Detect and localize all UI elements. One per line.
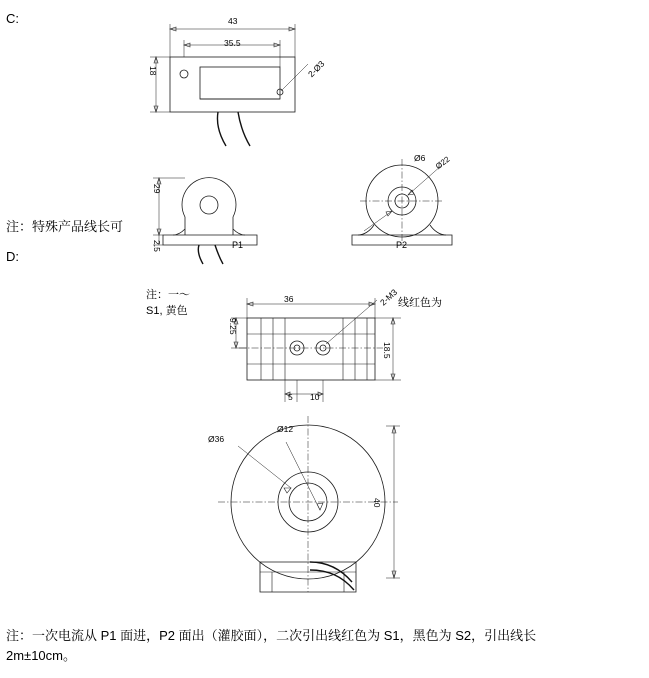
leader-c-top-hole: 2-Ø3	[306, 58, 327, 80]
view-d-note-top-right: 线红色为	[398, 297, 442, 309]
dim-c-front-base: 2.5	[152, 240, 162, 252]
label-face-p2: P2	[396, 240, 408, 250]
section-c-label: C:	[6, 11, 19, 26]
view-d-round-drawing	[190, 410, 450, 610]
dim-c-top-inner-width: 35.5	[224, 38, 241, 48]
label-face-p1: P1	[232, 240, 244, 250]
dim-c-side-outer-dia: Ø6	[414, 153, 426, 163]
dim-c-top-height: 18	[148, 66, 158, 76]
dim-c-front-height: 29	[152, 184, 162, 194]
view-c-top-drawing	[140, 12, 370, 147]
dim-d-top-small-10: 10	[310, 392, 320, 402]
leader-d-top-thread: 2-M3	[378, 287, 400, 308]
dim-d-top-height-right: 18.5	[382, 342, 392, 359]
dim-c-side-inner-dia: Ø22	[434, 154, 452, 172]
view-d-note-left-line2: S1, 黄色	[146, 305, 188, 317]
dim-d-round-inner-dia: Ø12	[277, 424, 294, 434]
dim-c-top-overall-width: 43	[228, 16, 238, 26]
footer-note	[6, 626, 606, 666]
special-product-note: 注：特殊产品线长可	[6, 219, 124, 234]
section-d-label: D:	[6, 249, 19, 264]
dim-d-top-height-left: 9.25	[228, 318, 238, 335]
dim-d-round-outer-dia: Ø36	[208, 434, 225, 444]
view-d-top-drawing	[225, 290, 445, 410]
view-d-note-left-line1: 注：一～	[146, 289, 190, 301]
footer-note-line2: 2m±10cm。	[6, 648, 76, 663]
dim-d-top-small-5: 5	[288, 392, 293, 402]
dim-d-top-overall-width: 36	[284, 294, 294, 304]
footer-note-line1: 注：一次电流从 P1 面进，P2 面出（灌胶面），二次引出线红色为 S1，黑色为 S2，引出线长	[6, 628, 537, 643]
dim-d-round-height: 40	[372, 498, 382, 508]
